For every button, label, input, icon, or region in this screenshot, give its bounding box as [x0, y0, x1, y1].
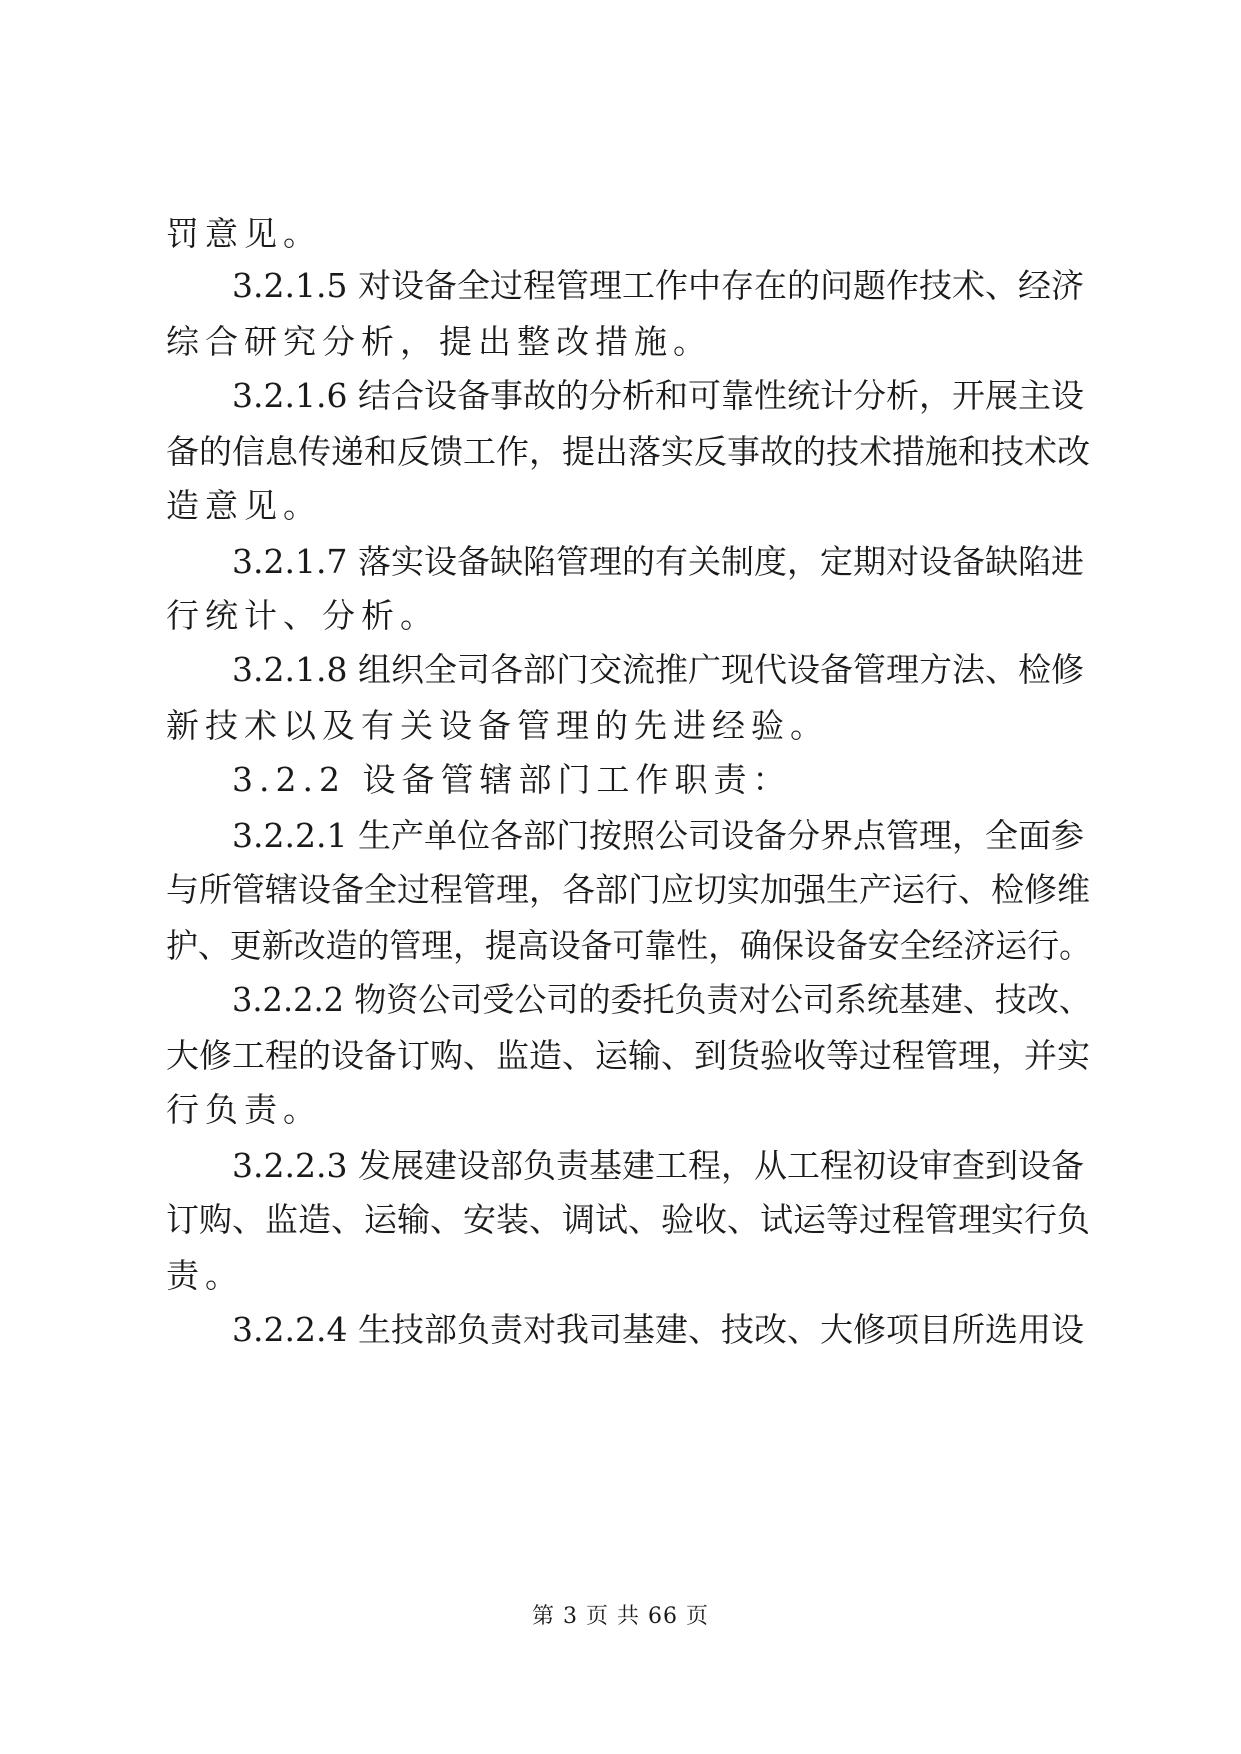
text-line: 3.2.2.2 物资公司受公司的委托负责对公司系统基建、技改、 [232, 980, 1091, 1019]
text-line: 责。 [166, 1256, 244, 1295]
text-line: 行负责。 [166, 1090, 322, 1129]
text-line: 3.2.2 设备管辖部门工作职责： [232, 760, 792, 799]
text-line: 3.2.2.3 发展建设部负责基建工程，从工程初设审查到设备 [232, 1146, 1084, 1185]
text-line: 3.2.1.8 组织全司各部门交流推广现代设备管理方法、检修 [232, 650, 1084, 689]
text-line: 与所管辖设备全过程管理，各部门应切实加强生产运行、检修维 [166, 870, 1090, 909]
text-line: 备的信息传递和反馈工作，提出落实反事故的技术措施和技术改 [166, 432, 1090, 471]
text-line: 3.2.1.7 落实设备缺陷管理的有关制度，定期对设备缺陷进 [232, 542, 1084, 581]
text-line: 罚意见。 [166, 214, 322, 253]
text-line: 造意见。 [166, 486, 322, 525]
text-line: 3.2.1.6 结合设备事故的分析和可靠性统计分析，开展主设 [232, 376, 1084, 415]
text-line: 订购、监造、运输、安装、调试、验收、试运等过程管理实行负 [166, 1200, 1090, 1239]
text-line: 行统计、分析。 [166, 596, 439, 635]
text-line: 综合研究分析，提出整改措施。 [166, 322, 712, 361]
text-line: 3.2.1.5 对设备全过程管理工作中存在的问题作技术、经济 [232, 266, 1084, 305]
text-line: 新技术以及有关设备管理的先进经验。 [166, 706, 829, 745]
text-line: 护、更新改造的管理，提高设备可靠性，确保设备安全经济运行。 [166, 926, 1091, 965]
text-line: 大修工程的设备订购、监造、运输、到货验收等过程管理，并实 [166, 1036, 1090, 1075]
page-number-footer: 第 3 页 共 66 页 [532, 1604, 709, 1629]
text-line: 3.2.2.4 生技部负责对我司基建、技改、大修项目所选用设 [232, 1310, 1084, 1349]
text-line: 3.2.2.1 生产单位各部门按照公司设备分界点管理，全面参 [232, 816, 1084, 855]
